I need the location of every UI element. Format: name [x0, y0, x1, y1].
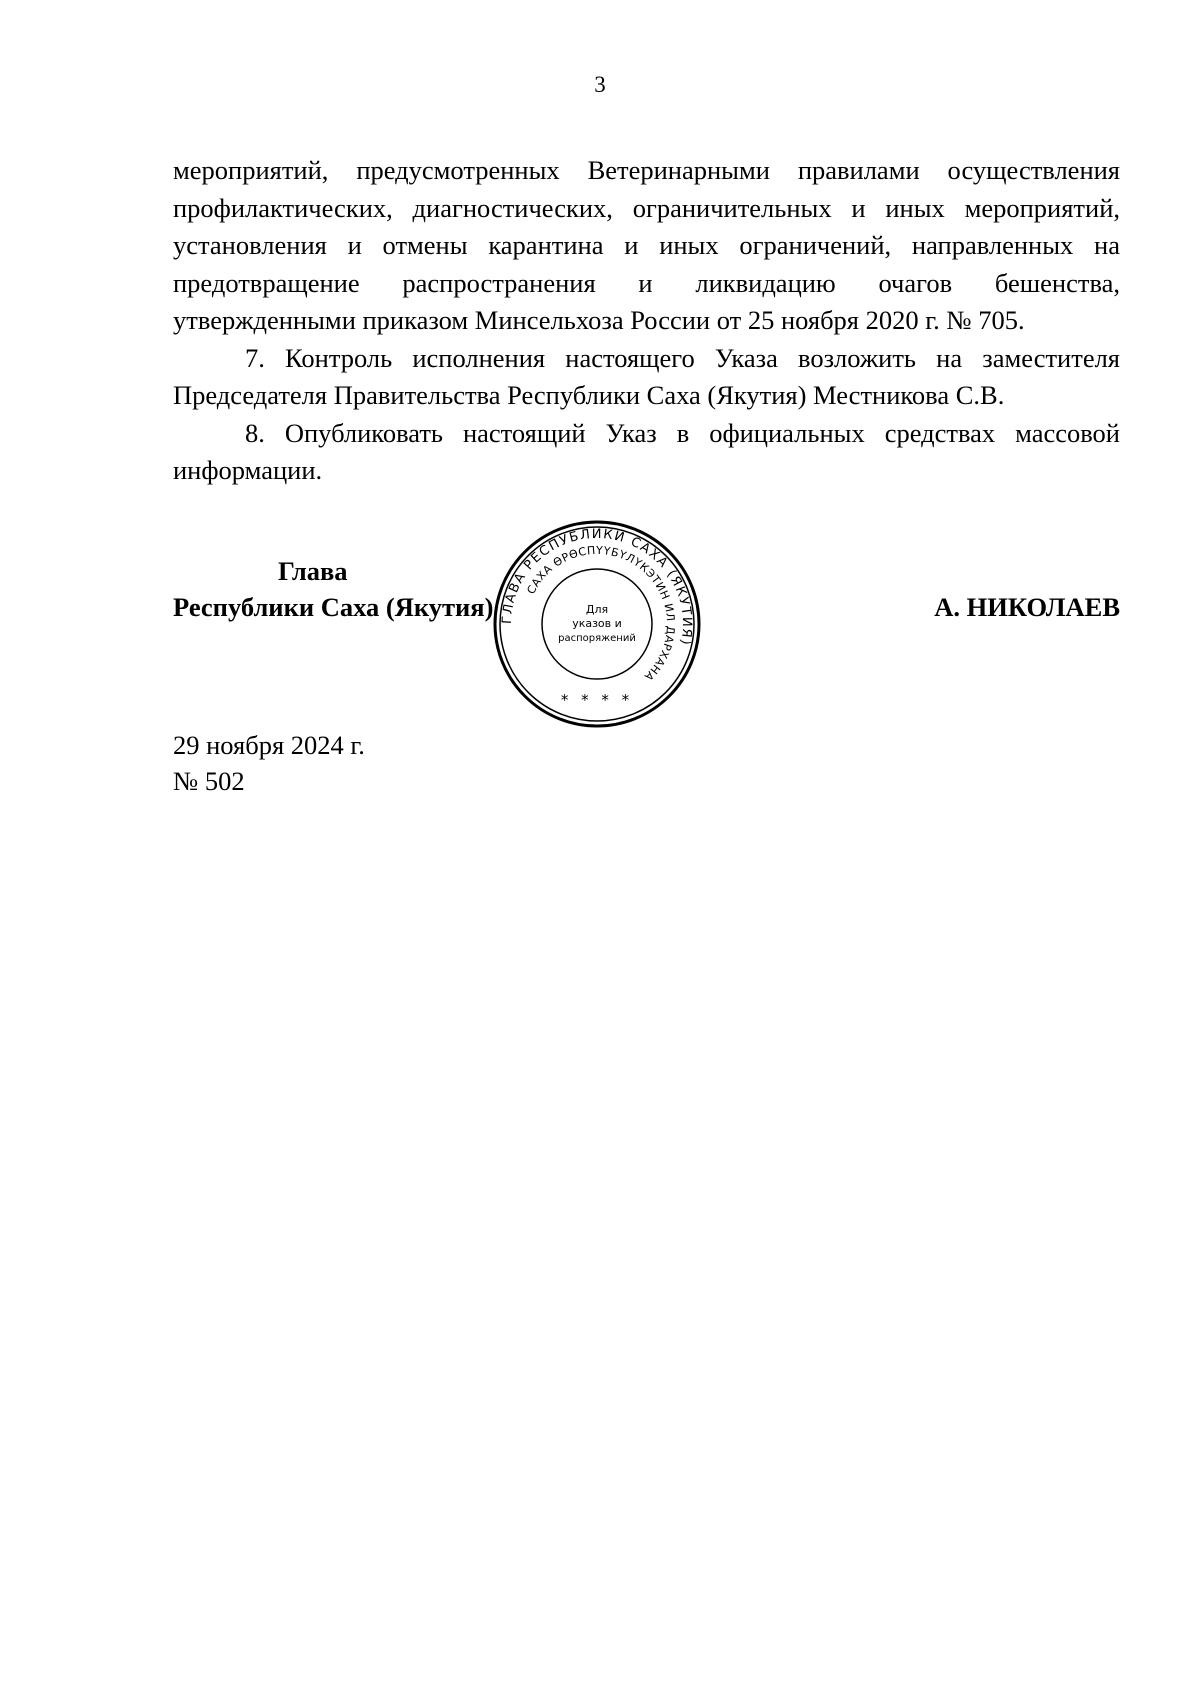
seal-inner-line-1: Для	[585, 603, 609, 616]
paragraph-continuation: мероприятий, предусмотренных Ветеринарными правилами осуществления профилактических, диагностических, ограничительных и иных мероприятий, установления и отмены карантина и иных ограничений, направленных на предотвращение распространения и ликвидацию очагов бешенства, утвержденными приказом Минсельхоза России от 25 ноября 2020 г. № 705.	[173, 155, 1120, 335]
paragraph-8: 8. Опубликовать настоящий Указ в официальных средствах массовой информации.	[173, 417, 1120, 485]
document-body	[173, 152, 1120, 490]
document-number: № 502	[173, 766, 245, 796]
paragraph-7: 7. Контроль исполнения настоящего Указа возложить на заместителя Председателя Правительства Республики Саха (Якутия) Местникова С.В.	[173, 342, 1120, 410]
seal-outer-text: ГЛАВА РЕСПУБЛИКИ САХА (ЯКУТИЯ)	[499, 526, 695, 648]
official-seal	[492, 519, 702, 729]
seal-inner-line-2: указов и	[572, 617, 622, 630]
document-date: 29 ноября 2024 г.	[173, 730, 365, 760]
signatory-name: А. НИКОЛАЕВ	[934, 592, 1120, 622]
seal-middle-text: САХА ӨРӨСПҮҮБҮЛҮКЭТИН ИЛ ДАРХАНА	[524, 543, 678, 684]
signatory-title: Глава	[278, 556, 348, 586]
seal-inner-line-3: распоряжений	[558, 633, 636, 644]
seal-stars: * * * *	[560, 691, 634, 709]
signatory-organization: Республики Саха (Якутия)	[173, 592, 494, 622]
page-number: 3	[594, 72, 606, 97]
